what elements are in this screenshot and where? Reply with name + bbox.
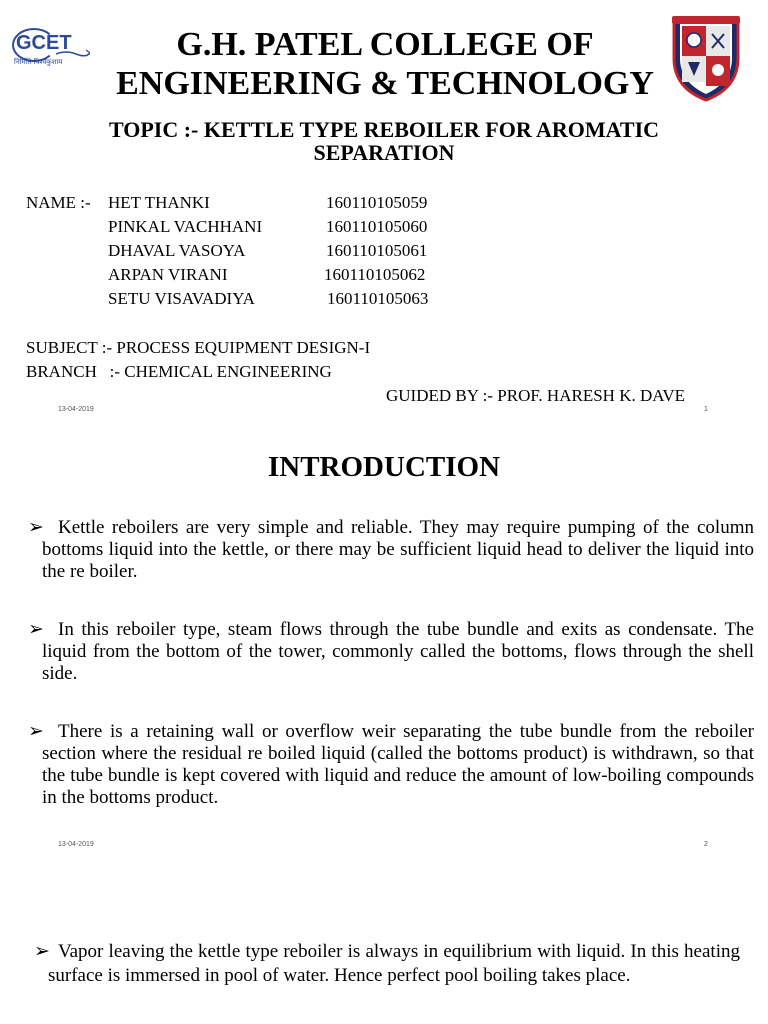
slide-2 [0,425,768,857]
page-number: 1 [704,406,708,413]
arrow-bullet-icon: ➢ [28,517,44,538]
topic-line1: TOPIC :- KETTLE TYPE REBOILER FOR AROMATIC [108,117,660,142]
student-id: 160110105059 [326,193,428,212]
student-name: PINKAL VACHHANI [108,217,263,236]
arrow-bullet-icon: ➢ [28,721,44,742]
topic-line2: SEPARATION [313,140,455,165]
student-id: 160110105060 [326,217,428,236]
gcet-logo [10,28,96,72]
subject-line: SUBJECT :- PROCESS EQUIPMENT DESIGN-I [26,338,371,357]
college-crest-icon [668,14,744,104]
student-name: DHAVAL VASOYA [108,241,246,260]
footer-date: 13-04-2019 [58,841,94,848]
slide-1 [0,0,768,425]
college-title-line1: G.H. PATEL COLLEGE OF [176,26,594,63]
student-id: 160110105062 [324,265,426,284]
logo-subtext: निर्मिति विश्वकुशाय [14,58,63,66]
bullet-item [28,517,754,583]
bullet-item [28,721,754,809]
student-name: ARPAN VIRANI [108,265,228,284]
bullet-item [34,940,740,988]
logo-swoosh-icon [56,48,90,58]
logo-text: GCET [16,32,72,54]
student-id: 160110105061 [326,241,428,260]
page-number: 2 [704,841,708,848]
name-label: NAME :- [26,193,91,212]
college-title-line2: ENGINEERING & TECHNOLOGY [116,65,654,102]
student-name: HET THANKI [108,193,210,212]
bullet-text: There is a retaining wall or overflow weir separating the tube bundle from the reboiler section where the residual re boiled liquid (called the bottoms product) is withdrawn, so that the tube bundle is kept covered with liquid and reduce the amount of low-boiling compounds in the bottoms product. [42,721,754,808]
footer-date: 13-04-2019 [58,406,94,413]
slide-3 [0,857,768,1024]
bullet-item [28,619,754,685]
student-id: 160110105063 [327,289,429,308]
arrow-bullet-icon: ➢ [34,941,50,962]
bullet-text: Kettle reboilers are very simple and reliable. They may require pumping of the column bottoms liquid into the kettle, or there may be sufficient liquid head to deliver the liquid into the re boiler. [42,517,754,582]
slide-title: INTRODUCTION [267,451,501,483]
student-name: SETU VISAVADIYA [108,289,255,308]
branch-line: BRANCH :- CHEMICAL ENGINEERING [26,362,332,381]
college-title [100,25,670,103]
guided-by-line: GUIDED BY :- PROF. HARESH K. DAVE [386,386,685,405]
bullet-text: In this reboiler type, steam flows through the tube bundle and exits as condensate. The liquid from the bottom of the tower, commonly called the bottoms, flows through the shell side. [42,619,754,684]
arrow-bullet-icon: ➢ [28,619,44,640]
topic-heading [40,118,728,164]
bullet-text: Vapor leaving the kettle type reboiler is always in equilibrium with liquid. In this heating surface is immersed in pool of water. Hence perfect pool boiling takes place. [48,941,740,986]
